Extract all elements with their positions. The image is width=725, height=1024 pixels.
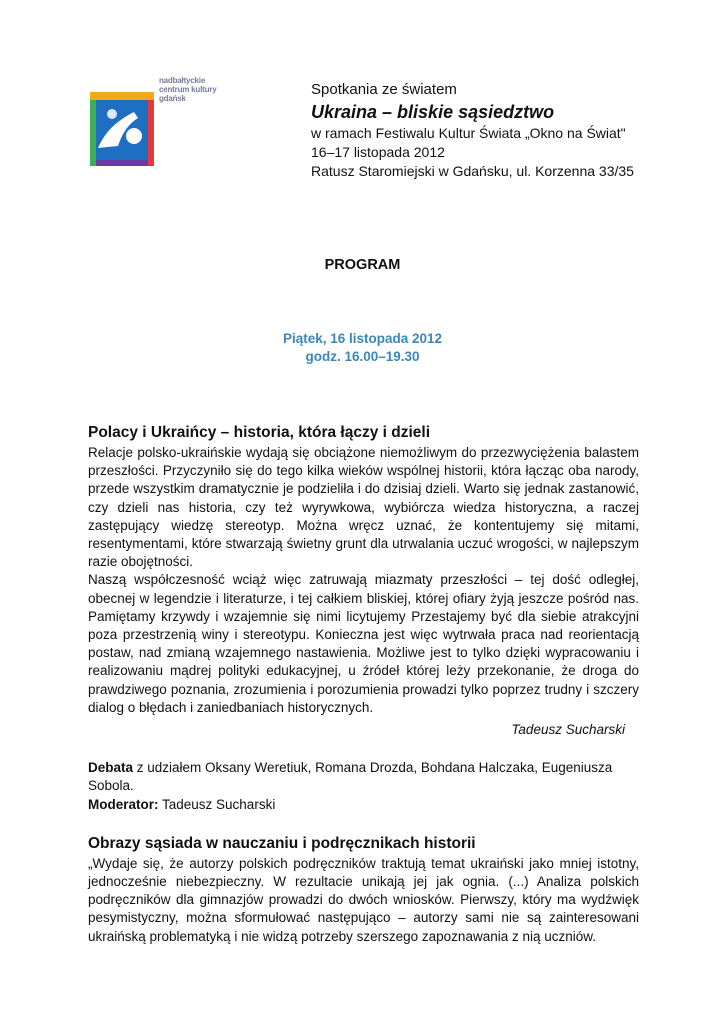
day-time: godz. 16.00–19.30 (305, 349, 420, 364)
debate-label: Debata (88, 760, 134, 776)
logo-line-2: centrum kultury (159, 85, 217, 94)
logo-text (159, 76, 216, 103)
series-title: Spotkania ze światem (311, 81, 457, 98)
festival-line: w ramach Festiwalu Kultur Świata „Okno na Świat" (311, 125, 626, 141)
section-1-signature: Tadeusz Sucharski (511, 722, 625, 738)
logo-mark-icon (88, 90, 156, 168)
section-2-heading: Obrazy sąsiada w nauczaniu i podręcznikach historii (88, 834, 476, 852)
event-dates: 16–17 listopada 2012 (311, 144, 445, 160)
section-1-heading: Polacy i Ukraińcy – historia, która łączy i dzieli (88, 424, 431, 441)
event-header (311, 80, 671, 181)
moderator-line (88, 796, 639, 814)
day-block (0, 330, 725, 366)
moderator-label: Moderator: (88, 796, 159, 812)
event-title: Ukraina – bliskie sąsiedztwo (311, 102, 555, 122)
program-content (88, 423, 639, 946)
logo-line-3: gdańsk (159, 94, 186, 103)
day-date: Piątek, 16 listopada 2012 (282, 331, 443, 346)
debate-participants: z udziałem Oksany Weretiuk, Romana Drozda, Bohdana Halczaka, Eugeniusza Sobola. (88, 760, 613, 794)
program-heading: PROGRAM (324, 257, 401, 273)
moderator-name: Tadeusz Sucharski (158, 796, 276, 812)
logo-line-1: nadbałtyckie (159, 76, 206, 85)
event-venue: Ratusz Staromiejski w Gdańsku, ul. Korzenna 33/35 (311, 163, 634, 179)
debate-info (88, 759, 639, 814)
debate-line (88, 759, 639, 795)
organizer-logo (88, 76, 220, 180)
section-1-paragraph-2: Naszą współczesność wciąż więc zatruwają miazmaty przeszłości – tej dość odległej, obecnej w legendzie i literaturze, i tej całkiem bliskiej, której ofiary żyją jeszcze pośród nas. Pamiętamy krzywdy i wzajemnie się nimi licytujemy Przestajemy być dla siebie atrakcyjni poza przestrzenią winy i stereotypu. Konieczna jest więc wytrwała praca nad reorientacją postaw, nad zmianą wzajemnego nastawienia. Możliwe jest to tylko dzięki wypracowaniu i realizowaniu mądrej polityki edukacyjnej, u źródeł której leży przekonanie, że droga do prawdziwego poznania, zrozumienia i porozumienia prowadzi tylko poprzez trudny i szczery dialog o błędach i zaniedbaniach historycznych. (88, 572, 639, 715)
section-2-paragraph-1: „Wydaje się, że autorzy polskich podręczników traktują temat ukraiński jako mniej istotny, jednocześnie niebezpieczny. W rezultacie unikają jej jak ognia. (...) Analiza polskich podręczników dla gimnazjów prowadzi do dwóch wniosków. Pierwszy, który ma wydźwięk pesymistyczny, można sformułować następująco – autorzy sami nie są zainteresowani ukraińską problematyką i nie widzą potrzeby szerszego zapoznawania z nią uczniów. (88, 855, 639, 944)
section-1-paragraph-1: Relacje polsko-ukraińskie wydają się obciążone niemożliwym do przezwyciężenia balastem przeszłości. Przyczyniło się do tego kilka wieków wspólnej historii, która łącząc oba narody, przede wszystkim dramatycznie je podzieliła i do dzisiaj dzieli. Warto się jednak zastanowić, czy dzieli nas historia, czy też wyrywkowa, wybiórcza wiedza historyczna, a raczej zastępujący wiedzę stereotyp. Można wręcz uznać, że kontentujemy się mitami, resentymentami, które stwarzają świetny grunt dla utrwalania uczuć wrogości, w najlepszym razie obojętności. (88, 445, 639, 570)
